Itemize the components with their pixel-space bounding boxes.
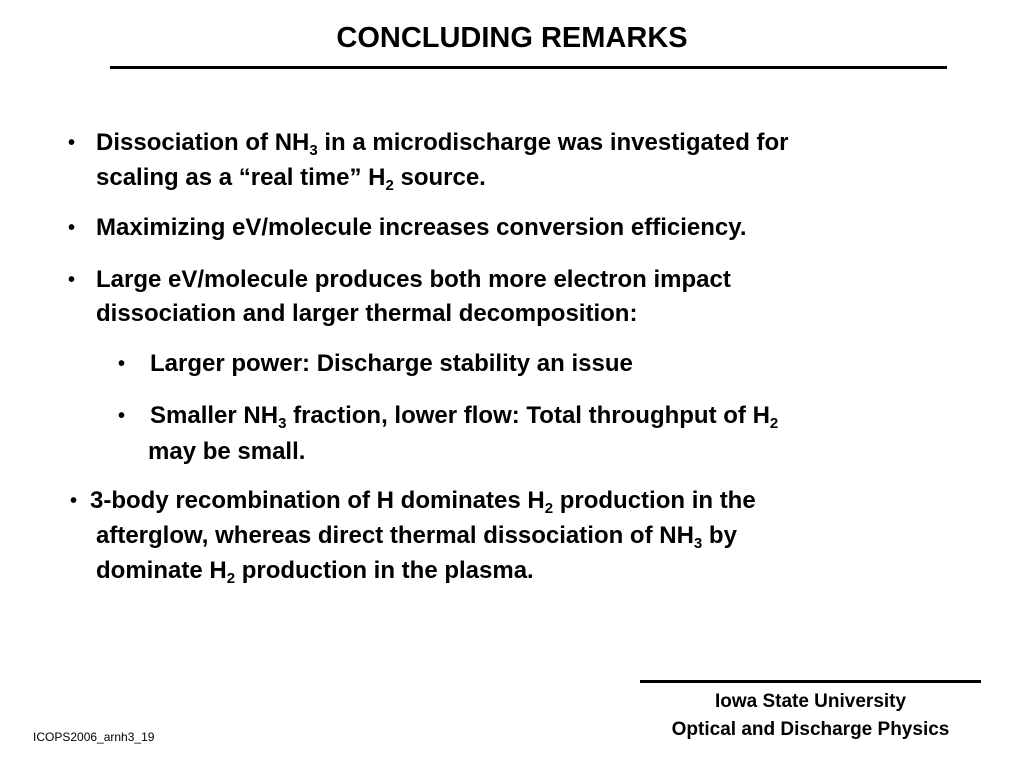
footer-rule bbox=[640, 680, 981, 683]
slide-id: ICOPS2006_arnh3_19 bbox=[33, 730, 155, 744]
title-underline bbox=[110, 66, 947, 69]
bullet-dot: • bbox=[118, 405, 126, 427]
sub-bullet-2-line-1: Smaller $NH_3$ fraction, lower flow: Total throughput of $H_2$ bbox=[150, 402, 779, 432]
bullet-4-line-2: afterglow, whereas direct thermal dissociation of $NH_3$ by bbox=[96, 522, 737, 552]
bullet-dot: • bbox=[68, 132, 76, 154]
bullet-dot: • bbox=[70, 490, 78, 512]
bullet-1-line-2: scaling as a “real time” $H_2$ source. bbox=[96, 164, 486, 194]
bullet-1-line-1: Dissociation of $NH_3$ in a microdischarge was investigated for bbox=[96, 129, 789, 159]
sub-bullet-2-line-2: may be small. bbox=[148, 438, 306, 465]
bullet-4-line-1: 3-body recombination of H dominates $H_2$ production in the bbox=[90, 487, 756, 517]
bullet-dot: • bbox=[68, 269, 76, 291]
bullet-2-line-1: Maximizing eV/molecule increases conversion efficiency. bbox=[96, 214, 747, 241]
bullet-4-line-3: dominate $H_2$ production in the plasma. bbox=[96, 557, 534, 587]
footer-group: Optical and Discharge Physics bbox=[671, 719, 950, 740]
bullet-dot: • bbox=[118, 353, 126, 375]
bullet-3-line-1: Large eV/molecule produces both more electron impact bbox=[96, 266, 731, 293]
sub-bullet-1-line-1: Larger power: Discharge stability an issue bbox=[150, 350, 633, 377]
bullet-dot: • bbox=[68, 217, 76, 239]
footer-university: Iowa State University bbox=[714, 691, 907, 712]
slide-title: CONCLUDING REMARKS bbox=[336, 22, 688, 54]
bullet-3-line-2: dissociation and larger thermal decomposition: bbox=[96, 300, 638, 327]
